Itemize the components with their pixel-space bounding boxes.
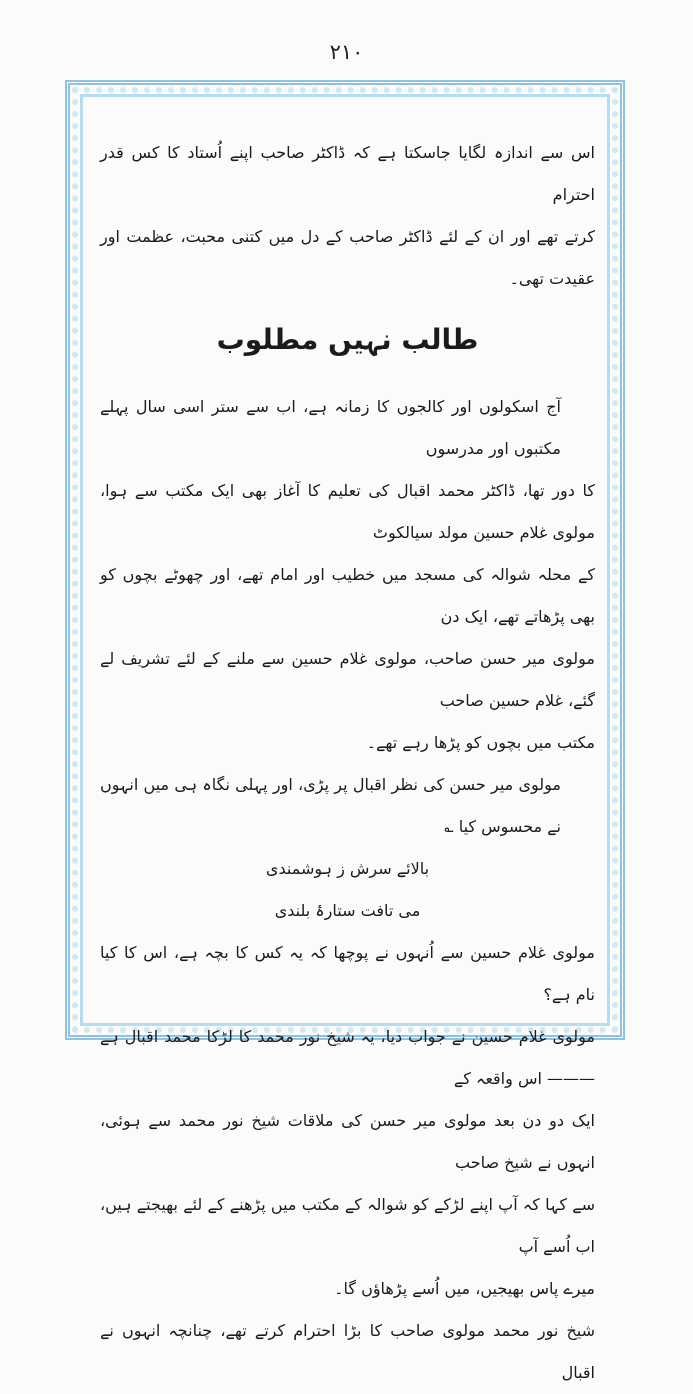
verse-line: بالائے سرش ز ہوشمندی	[265, 859, 430, 878]
dialogue-line: مولوی غلام حسین سے اُنہوں نے پوچھا کہ یہ کس کا بچہ ہے، اس کا کیا نام ہے؟	[100, 943, 595, 1004]
body-line: کا دور تھا، ڈاکٹر محمد اقبال کی تعلیم کا آغاز بھی ایک مکتب سے ہوا، مولوی غلام حسین مولد سیالکوٹ	[100, 481, 595, 542]
verse-line: می تافت ستارۂ بلندی	[274, 901, 421, 920]
page-content	[100, 132, 595, 1382]
observation-line: مولوی میر حسن کی نظر اقبال پر پڑی، اور پہلی نگاہ ہی میں انہوں نے محسوس کیا ؎	[100, 775, 561, 836]
body-line: آج اسکولوں اور کالجوں کا زمانہ ہے، اب سے ستر اسی سال پہلے مکتبوں اور مدرسوں	[100, 397, 561, 458]
body-line: مولوی میر حسن صاحب، مولوی غلام حسین سے ملنے کے لئے تشریف لے گئے، غلام حسین صاحب	[100, 649, 595, 710]
body-line: کے محلہ شوالہ کی مسجد میں خطیب اور امام تھے، اور چھوٹے بچوں کو بھی پڑھاتے تھے، ایک دن	[100, 565, 595, 626]
intro-line: اس سے اندازہ لگایا جاسکتا ہے کہ ڈاکٹر صاحب اپنے اُستاد کا کس قدر احترام	[100, 143, 595, 204]
intro-line: کرتے تھے اور ان کے لئے ڈاکٹر صاحب کے دل میں کتنی محبت، عظمت اور عقیدت تھی۔	[100, 227, 595, 288]
dialogue-line: ایک دو دن بعد مولوی میر حسن کی ملاقات شیخ نور محمد سے ہوئی، انہوں نے شیخ صاحب	[100, 1111, 595, 1172]
dialogue-line: میرے پاس بھیجیں، میں اُسے پڑھاؤں گا۔	[334, 1279, 595, 1298]
closing-line: شیخ نور محمد مولوی صاحب کا بڑا احترام کرتے تھے، چنانچہ انہوں نے اقبال	[100, 1321, 595, 1382]
section-heading: طالب نہیں مطلوب	[216, 323, 479, 356]
dialogue-line: سے کہا کہ آپ اپنے لڑکے کو شوالہ کے مکتب میں پڑھنے کے لئے بھیجتے ہیں، اب اُسے آپ	[100, 1195, 595, 1256]
body-line: مکتب میں بچوں کو پڑھا رہے تھے۔	[366, 733, 595, 752]
page-number: ۲۱۰	[329, 40, 364, 64]
dialogue-line: مولوی غلام حسین نے جواب دیا، یہ شیخ نور محمد کا لڑکا محمد اقبال ہے ——— اس واقعہ کے	[100, 1027, 595, 1088]
